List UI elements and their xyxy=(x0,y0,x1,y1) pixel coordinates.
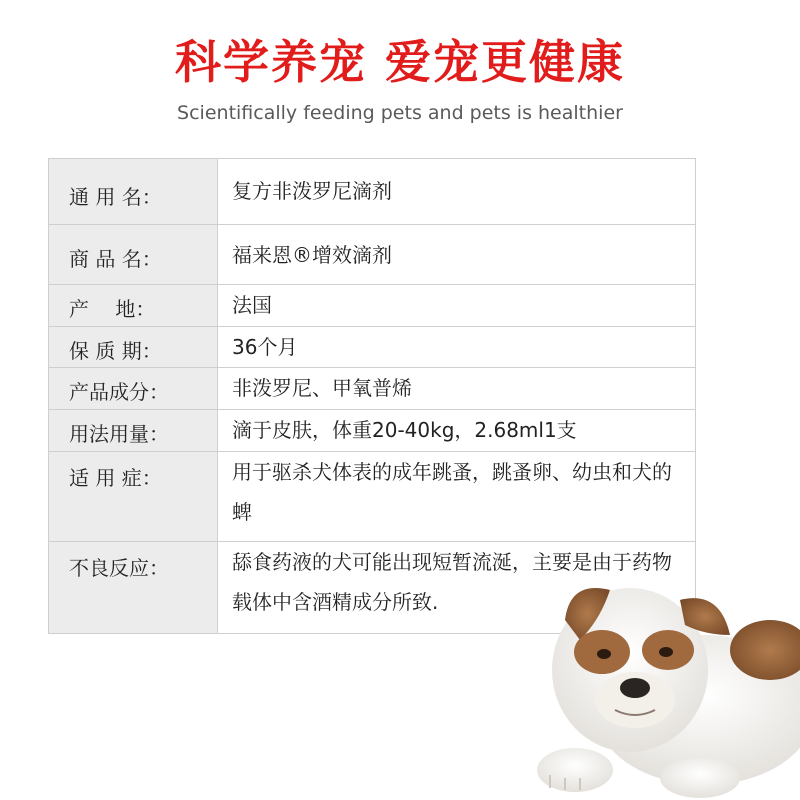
page-title: 科学养宠 爱宠更健康 xyxy=(174,35,625,89)
row-value-shelf-life: 36个月 xyxy=(218,327,696,368)
row-label-shelf-life: 保 质 期： xyxy=(49,327,218,368)
row-label-origin: 产 地： xyxy=(49,285,218,327)
row-value-brand-name: 福来恩®增效滴剂 xyxy=(218,225,696,285)
dog-right-paw xyxy=(660,758,740,798)
row-value-generic-name: 复方非泼罗尼滴剂 xyxy=(218,159,696,225)
table-row xyxy=(49,285,696,327)
table-row xyxy=(49,368,696,410)
dog-nose xyxy=(620,678,650,698)
row-value-origin: 法国 xyxy=(218,285,696,327)
row-value-ingredients: 非泼罗尼、甲氧普烯 xyxy=(218,368,696,410)
bulldog-puppy-illustration xyxy=(470,560,800,800)
dog-left-paw xyxy=(537,748,613,792)
row-label-brand-name: 商 品 名： xyxy=(49,225,218,285)
table-row xyxy=(49,410,696,452)
page-subtitle: Scientifically feeding pets and pets is healthier xyxy=(177,102,623,124)
table-row xyxy=(49,225,696,285)
table-row xyxy=(49,159,696,225)
row-label-dosage: 用法用量： xyxy=(49,410,218,452)
row-label-adverse-reactions: 不良反应： xyxy=(49,542,218,634)
row-label-generic-name: 通 用 名： xyxy=(49,159,218,225)
row-value-indications: 用于驱杀犬体表的成年跳蚤，跳蚤卵、幼虫和犬的蜱 xyxy=(218,452,696,542)
row-value-dosage: 滴于皮肤，体重20-40kg，2.68ml1支 xyxy=(218,410,696,452)
row-label-ingredients: 产品成分： xyxy=(49,368,218,410)
dog-left-eye xyxy=(597,649,611,659)
table-row xyxy=(49,327,696,368)
row-label-indications: 适 用 症： xyxy=(49,452,218,542)
table-row xyxy=(49,452,696,542)
dog-right-eye xyxy=(659,647,673,657)
row-value-adverse-reactions: 舔食药液的犬可能出现短暂流涎，主要是由于药物载体中含酒精成分所致. xyxy=(218,542,696,634)
